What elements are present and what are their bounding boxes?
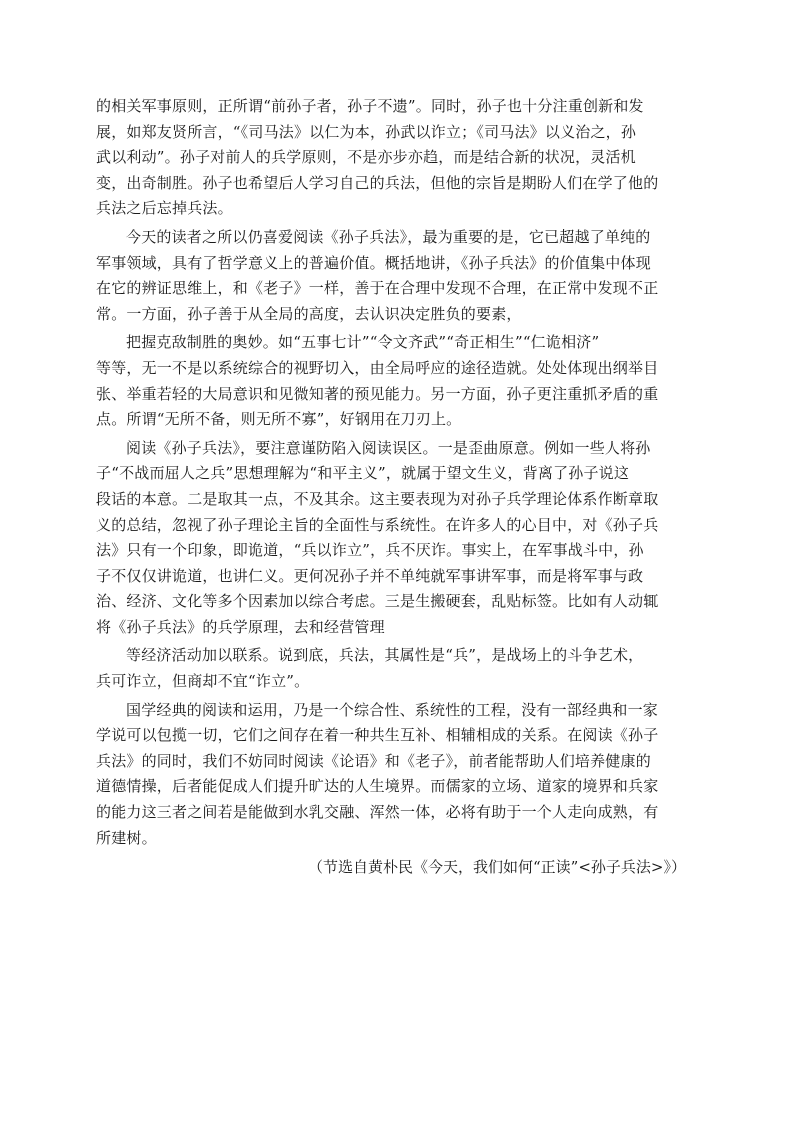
paragraph-6 bbox=[96, 698, 686, 852]
text-line: 今天的读者之所以仍喜爱阅读《孙子兵法》，最为重要的是，它已超越了单纯的 bbox=[126, 227, 651, 246]
paragraph-4 bbox=[96, 436, 686, 641]
paragraph-1 bbox=[96, 94, 686, 222]
text-line: 法》只有一个印象，即诡道，“兵以诈立”，兵不厌诈。事实上，在军事战斗中，孙 bbox=[96, 541, 644, 560]
text-line: 治、经济、文化等多个因素加以综合考虑。三是生搬硬套，乱贴标签。比如有人动辄 bbox=[96, 592, 659, 611]
source-citation: （节选自黄朴民《今天，我们如何“正读”<孙子兵法>》） bbox=[308, 858, 686, 877]
text-line: 义的总结，忽视了孙子理论主旨的全面性与系统性。在许多人的心目中，对《孙子兵 bbox=[96, 515, 659, 534]
text-line: 子不仅仅讲诡道，也讲仁义。更何况孙子并不单纯就军事讲军事，而是将军事与政 bbox=[96, 566, 644, 585]
text-line: 常。一方面，孙子善于从全局的高度，去认识决定胜负的要素， bbox=[96, 304, 522, 323]
paragraph-2 bbox=[96, 225, 686, 327]
text-line: 兵法》的同时，我们不妨同时阅读《论语》和《老子》，前者能帮助人们培养健康的 bbox=[96, 751, 651, 770]
text-line: 所建树。 bbox=[96, 828, 157, 847]
text-line: 等经济活动加以联系。说到底，兵法，其属性是“兵”，是战场上的斗争艺术， bbox=[126, 646, 644, 665]
text-line: 道德情操，后者能促成人们提升旷达的人生境界。而儒家的立场、道家的境界和兵家 bbox=[96, 777, 659, 796]
text-line: 等等，无一不是以系统综合的视野切入，由全局呼应的途径造就。处处体现出纲举目 bbox=[96, 358, 659, 377]
text-line: 阅读《孙子兵法》，要注意谨防陷入阅读误区。一是歪曲原意。例如一些人将孙 bbox=[126, 438, 651, 457]
text-line: 张、举重若轻的大局意识和见微知著的预见能力。另一方面，孙子更注重抓矛盾的重 bbox=[96, 384, 659, 403]
paragraph-3 bbox=[96, 330, 686, 432]
text-line: 国学经典的阅读和运用，乃是一个综合性、系统性的工程，没有一部经典和一家 bbox=[126, 700, 659, 719]
text-line: 兵可诈立，但商却不宜“诈立”。 bbox=[96, 672, 310, 691]
text-line: 在它的辨证思维上，和《老子》一样，善于在合理中发现不合理，在正常中发现不正 bbox=[96, 279, 659, 298]
text-line: 军事领域，具有了哲学意义上的普遍价值。概括地讲，《孙子兵法》的价值集中体现 bbox=[96, 253, 651, 272]
text-line: 学说可以包揽一切，它们之间存在着一种共生互补、相辅相成的关系。在阅读《孙子 bbox=[96, 726, 659, 745]
paragraph-5 bbox=[96, 643, 686, 694]
text-line: 的能力这三者之间若是能做到水乳交融、浑然一体，必将有助于一个人走向成熟，有 bbox=[96, 803, 659, 822]
text-line: 展，如郑友贤所言，“《司马法》以仁为本，孙武以诈立；《司马法》以义治之，孙 bbox=[96, 122, 637, 141]
text-line: 武以利动”。孙子对前人的兵学原则，不是亦步亦趋，而是结合新的状况，灵活机 bbox=[96, 148, 636, 167]
document-page bbox=[96, 94, 686, 881]
text-line: 将《孙子兵法》的兵学原理，去和经营管理 bbox=[96, 617, 385, 636]
text-line: 把握克敌制胜的奥妙。如“五事七计”“令文齐武”“奇正相生”“仁诡相济” bbox=[126, 333, 600, 352]
text-line: 段话的本意。二是取其一点，不及其余。这主要表现为对孙子兵学理论体系作断章取 bbox=[96, 489, 659, 508]
text-line: 点。所谓“无所不备，则无所不寡”，好钢用在刀刃上。 bbox=[96, 410, 462, 429]
text-line: 兵法之后忘掉兵法。 bbox=[96, 199, 233, 218]
text-line: 子“不战而屈人之兵”思想理解为“和平主义”，就属于望文生义，背离了孙子说这 bbox=[96, 464, 630, 483]
text-line: 的相关军事原则，正所谓“前孙子者，孙子不遗”。同时，孙子也十分注重创新和发 bbox=[96, 97, 644, 115]
text-line: 变，出奇制胜。孙子也希望后人学习自己的兵法，但他的宗旨是期盼人们在学了他的 bbox=[96, 173, 659, 192]
